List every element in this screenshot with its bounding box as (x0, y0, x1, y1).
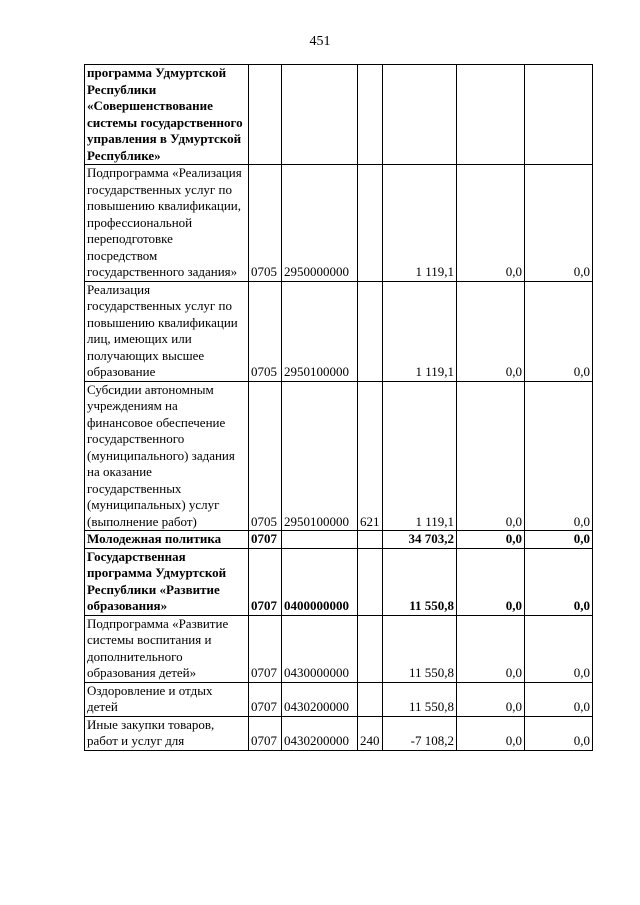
row-name: Иные закупки товаров, работ и услуг для (85, 716, 249, 750)
row-amount-3: 0,0 (525, 716, 593, 750)
row-section-code: 0707 (249, 615, 282, 682)
row-amount-1: 11 550,8 (383, 548, 457, 615)
row-section-code: 0707 (249, 682, 282, 716)
row-amount-1: -7 108,2 (383, 716, 457, 750)
row-amount-2: 0,0 (457, 381, 525, 531)
row-expense-type (358, 65, 383, 165)
row-name: Оздоровление и отдых детей (85, 682, 249, 716)
row-name: Государственная программа Удмуртской Республики «Развитие образования» (85, 548, 249, 615)
row-target-code: 2950000000 (282, 165, 358, 282)
row-target-code (282, 65, 358, 165)
table-row (85, 531, 593, 549)
row-target-code: 0430200000 (282, 682, 358, 716)
row-expense-type (358, 548, 383, 615)
table-row (85, 281, 593, 381)
row-target-code: 0430200000 (282, 716, 358, 750)
table-row (85, 615, 593, 682)
row-amount-2: 0,0 (457, 682, 525, 716)
page-number: 451 (309, 34, 331, 49)
row-name: Подпрограмма «Развитие системы воспитания и дополнительного образования детей» (85, 615, 249, 682)
row-amount-2: 0,0 (457, 531, 525, 549)
row-amount-2: 0,0 (457, 716, 525, 750)
table-row (85, 548, 593, 615)
row-amount-3: 0,0 (525, 548, 593, 615)
row-amount-1: 11 550,8 (383, 682, 457, 716)
row-expense-type (358, 682, 383, 716)
row-target-code: 2950100000 (282, 381, 358, 531)
row-amount-1 (383, 65, 457, 165)
row-section-code: 0707 (249, 716, 282, 750)
table-row (85, 165, 593, 282)
row-amount-3: 0,0 (525, 531, 593, 549)
row-name: Субсидии автономным учреждениям на финансовое обеспечение государственного (муниципального) задания на оказание государственных (муниципальных) услуг (выполнение работ) (85, 381, 249, 531)
table-row (85, 682, 593, 716)
row-amount-2: 0,0 (457, 615, 525, 682)
row-amount-1: 1 119,1 (383, 281, 457, 381)
row-section-code: 0705 (249, 165, 282, 282)
row-amount-2: 0,0 (457, 165, 525, 282)
row-amount-1: 1 119,1 (383, 381, 457, 531)
row-amount-1: 34 703,2 (383, 531, 457, 549)
row-amount-3: 0,0 (525, 281, 593, 381)
row-amount-3 (525, 65, 593, 165)
row-amount-3: 0,0 (525, 381, 593, 531)
table-row (85, 381, 593, 531)
row-target-code: 0400000000 (282, 548, 358, 615)
row-amount-3: 0,0 (525, 615, 593, 682)
row-amount-2 (457, 65, 525, 165)
row-name: Молодежная политика (85, 531, 249, 549)
row-section-code: 0705 (249, 381, 282, 531)
row-target-code: 0430000000 (282, 615, 358, 682)
row-amount-1: 11 550,8 (383, 615, 457, 682)
row-amount-1: 1 119,1 (383, 165, 457, 282)
row-target-code (282, 531, 358, 549)
budget-table (84, 64, 593, 751)
row-expense-type (358, 615, 383, 682)
table-body (85, 65, 593, 751)
row-target-code: 2950100000 (282, 281, 358, 381)
row-section-code (249, 65, 282, 165)
row-amount-2: 0,0 (457, 548, 525, 615)
row-amount-2: 0,0 (457, 281, 525, 381)
row-expense-type (358, 165, 383, 282)
row-section-code: 0707 (249, 548, 282, 615)
table-row (85, 65, 593, 165)
row-expense-type (358, 281, 383, 381)
row-name: Подпрограмма «Реализация государственных услуг по повышению квалификации, профессиональной переподготовке посредством государственного задания» (85, 165, 249, 282)
row-expense-type: 240 (358, 716, 383, 750)
row-amount-3: 0,0 (525, 165, 593, 282)
row-expense-type (358, 531, 383, 549)
row-amount-3: 0,0 (525, 682, 593, 716)
row-expense-type: 621 (358, 381, 383, 531)
row-name: Реализация государственных услуг по повышению квалификации лиц, имеющих или получающих высшее образование (85, 281, 249, 381)
table-row (85, 716, 593, 750)
row-section-code: 0707 (249, 531, 282, 549)
row-name: программа Удмуртской Республики «Совершенствование системы государственного управления в Удмуртской Республике» (85, 65, 249, 165)
row-section-code: 0705 (249, 281, 282, 381)
